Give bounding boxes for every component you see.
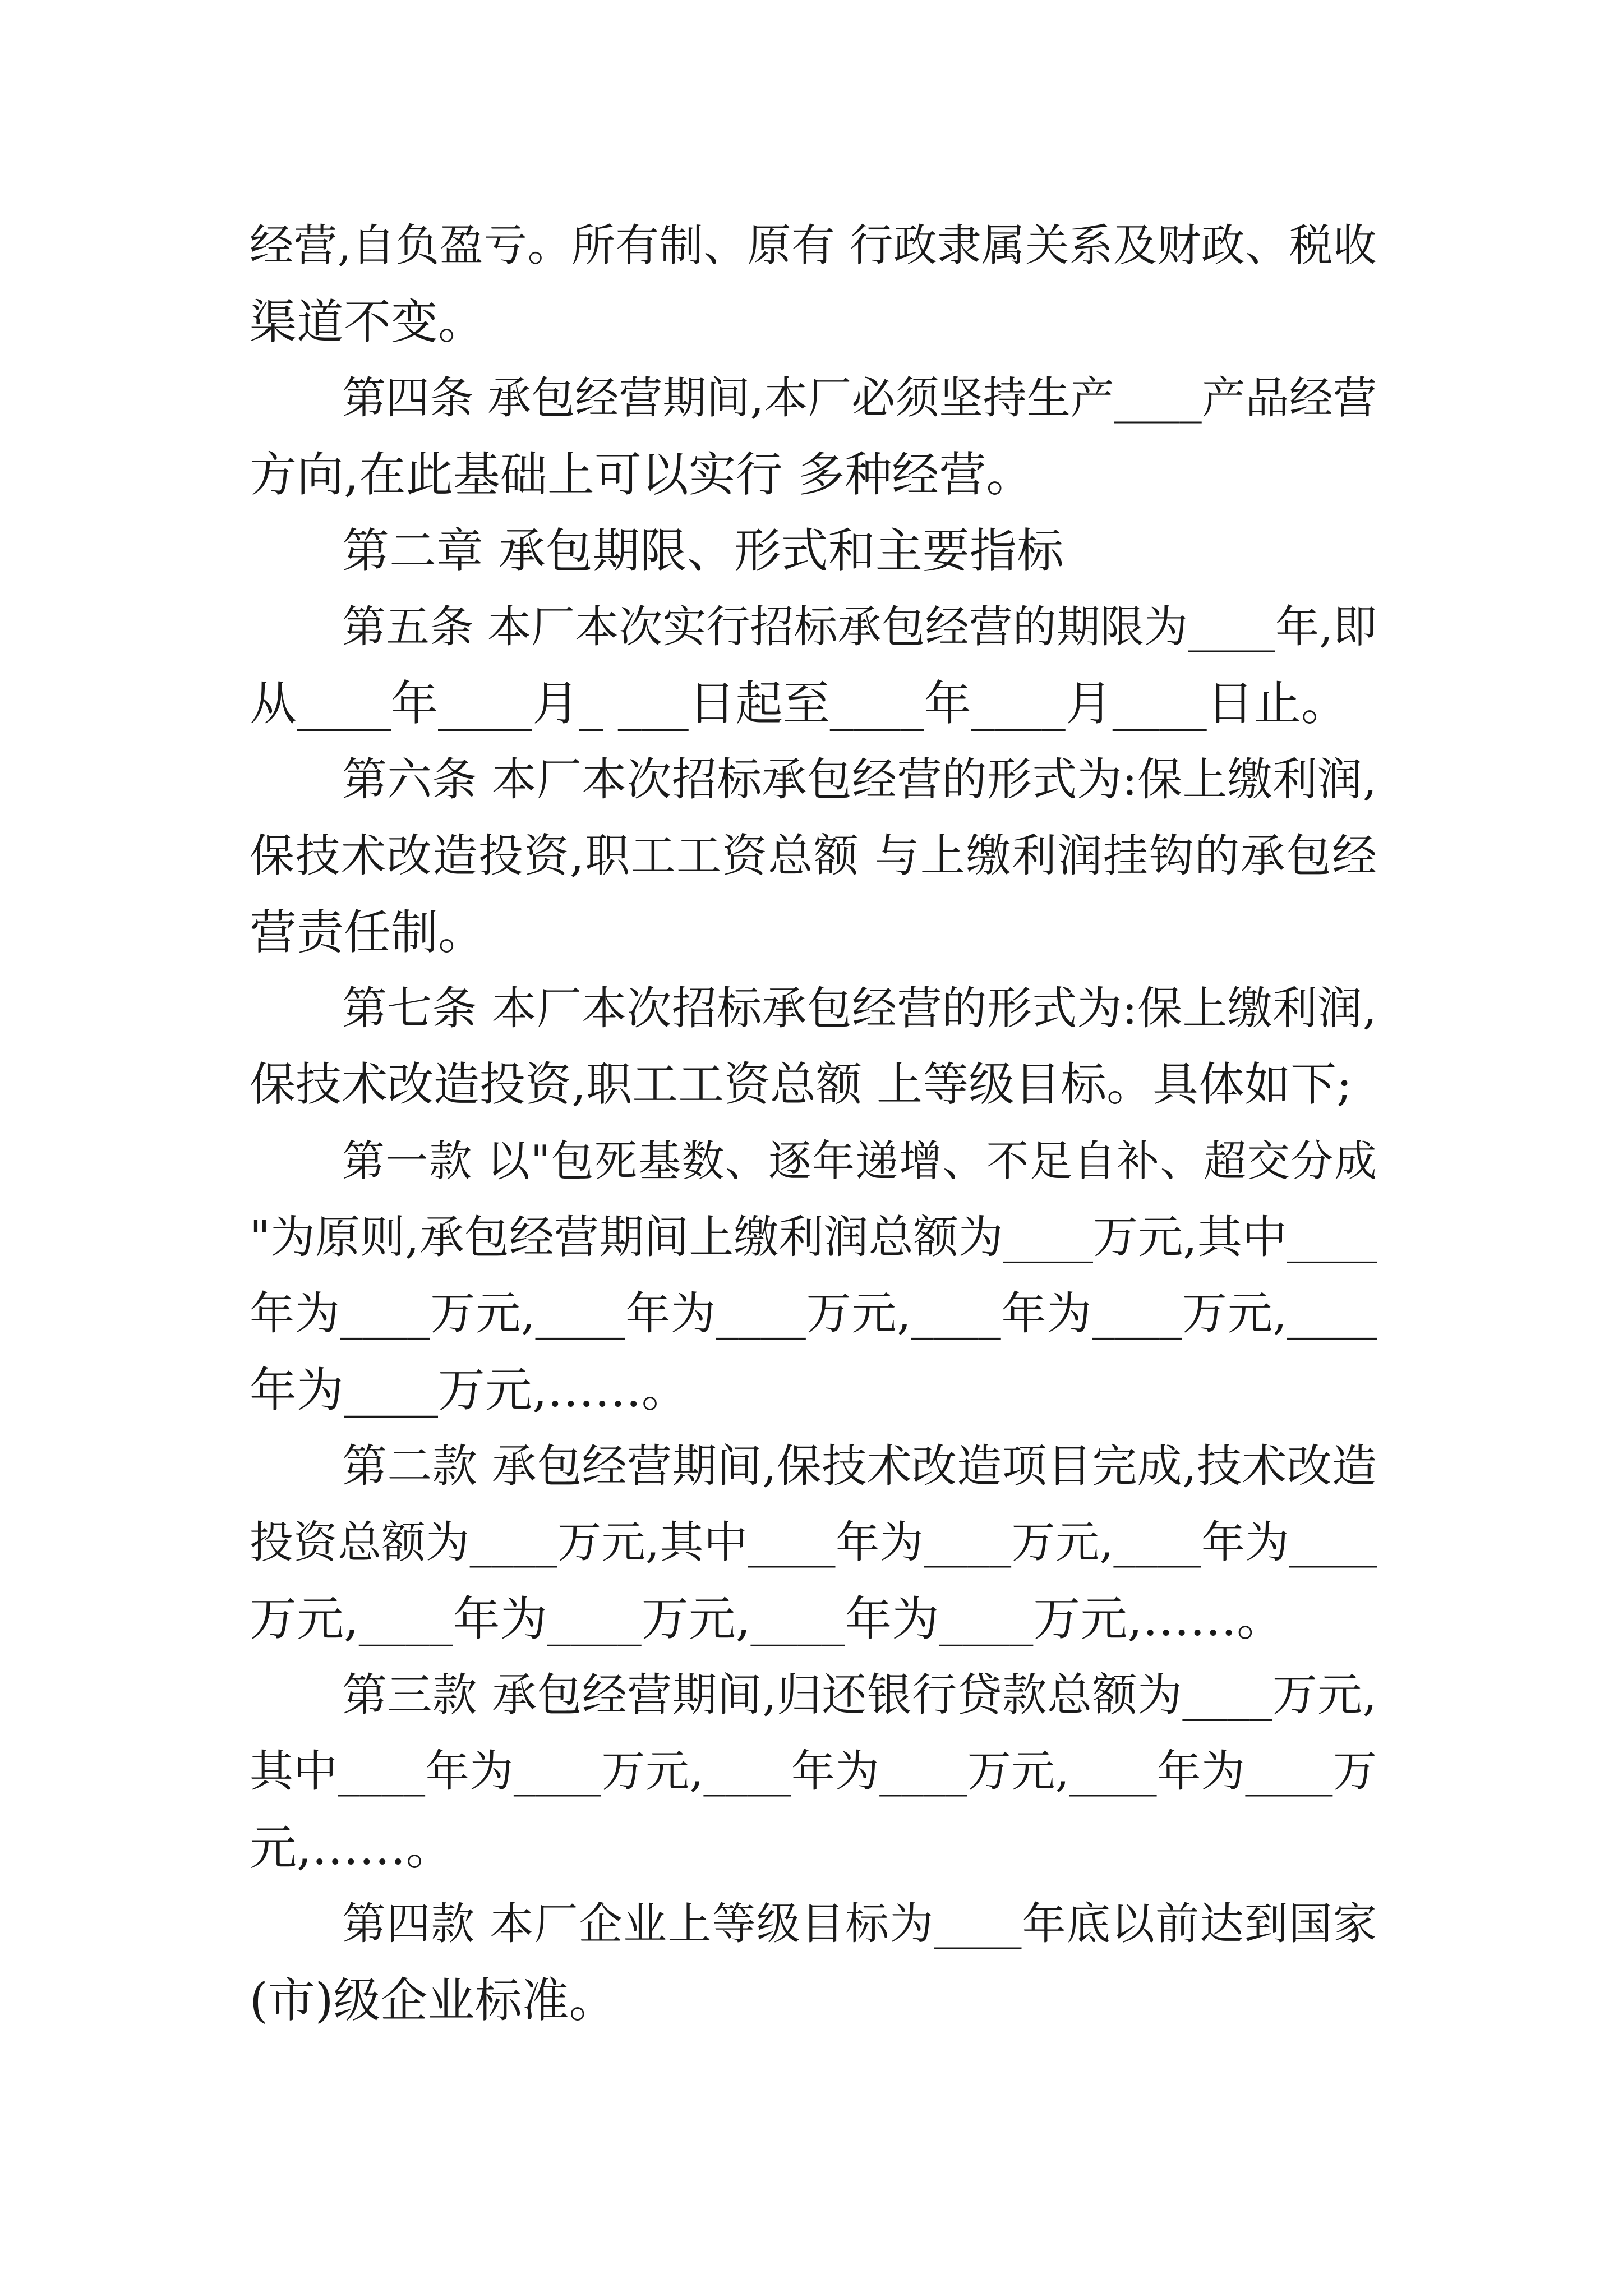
clause-3-line: 第三款 承包经营期间,归还银行贷款总额为____万元, [342, 1669, 1377, 1721]
text-line: 保技术改造投资,职工工资总额 与上缴利润挂钩的承包经 [250, 830, 1377, 882]
article-4-line: 第四条 承包经营期间,本厂必须坚持生产____产品经营 [342, 373, 1377, 424]
text-line: 渠道不变。 [250, 295, 486, 349]
text-line: 其中____年为____万元,____年为____万元,____年为____万 [250, 1746, 1377, 1797]
text-line: 万元,____年为____万元,____年为____万元,……。 [250, 1591, 1284, 1646]
text-line: 元,……。 [250, 1820, 453, 1875]
document-page [250, 208, 1377, 2039]
text-line: 年为____万元,____年为____万元,____年为____万元,____ [250, 1287, 1377, 1340]
text-line: 营责任制。 [250, 905, 486, 960]
text-line: 保技术改造投资,职工工资总额 上等级目标。具体如下; [250, 1058, 1352, 1111]
clause-1-line: 第一款 以"包死基数、逐年递增、不足自补、超交分成 [342, 1136, 1377, 1186]
article-5-line: 第五条 本厂本次实行招标承包经营的期限为____年,即 [342, 602, 1377, 652]
text-line: 方向,在此基础上可以实行 多种经营。 [250, 447, 1034, 502]
text-line: 年为____万元,……。 [250, 1363, 689, 1418]
text-line: 经营,自负盈亏。所有制、原有 行政隶属关系及财政、税收 [250, 220, 1377, 271]
text-line: 从____年____月_ ___日起至____年____月____日止。 [250, 676, 1348, 731]
text-line: 投资总额为____万元,其中____年为____万元,____年为____ [250, 1517, 1377, 1568]
article-6-line: 第六条 本厂本次招标承包经营的形式为:保上缴利润, [342, 753, 1377, 806]
clause-2-line: 第二款 承包经营期间,保技术改造项目完成,技术改造 [342, 1440, 1377, 1492]
text-line: (市)级企业标准。 [250, 1973, 616, 2028]
text-line: "为原则,承包经营期间上缴利润总额为____万元,其中____ [250, 1211, 1377, 1263]
clause-4-line: 第四款 本厂企业上等级目标为____年底以前达到国家 [342, 1899, 1377, 1949]
chapter-2-heading: 第二章 承包期限、形式和主要指标 [342, 523, 1064, 578]
article-7-line: 第七条 本厂本次招标承包经营的形式为:保上缴利润, [342, 982, 1377, 1034]
